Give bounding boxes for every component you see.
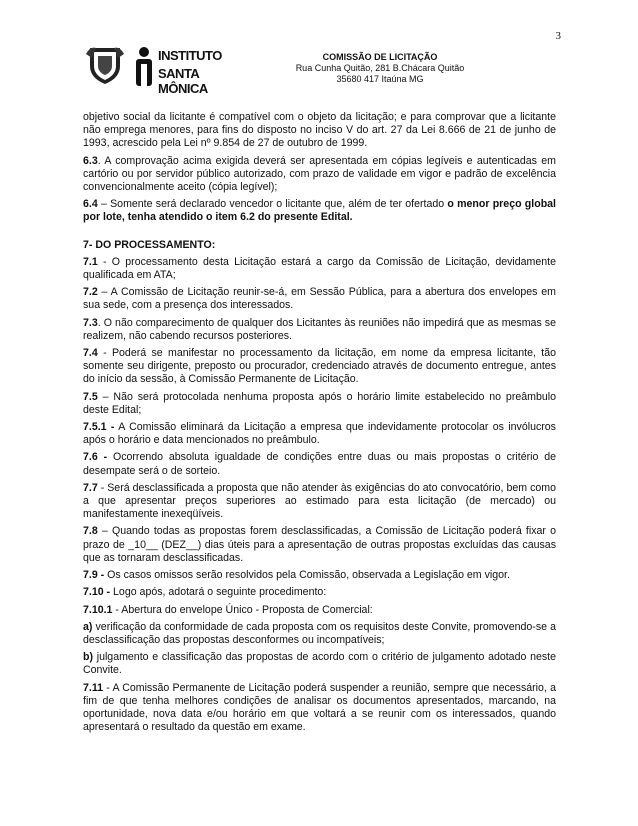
logo-text-line2: SANTA MÔNICA — [158, 66, 208, 96]
clause: 7.2 – A Comissão de Licitação reunir-se-á, em Sessão Pública, para a abertura dos envelopes em sua sede, com a presença dos interessados. — [83, 286, 556, 312]
page-number: 3 — [555, 30, 561, 42]
clause: 7.10.1 - Abertura do envelope Único - Proposta de Comercial: — [83, 603, 373, 616]
clause: 7.7 - Será desclassificada a proposta que não atender às exigências do ato convocatório, bem como a que apresentar preços superiores ao estimado para esta licitação (de mercado) ou manifestamente inexeqüíveis. — [83, 481, 556, 521]
section-title: 7- DO PROCESSAMENTO: — [83, 238, 216, 251]
clause: 7.10 - Logo após, adotará o seguinte procedimento: — [83, 586, 327, 599]
address-line-2: 35680 417 Itaúna MG — [336, 74, 424, 84]
clause: 7.5 – Não será protocolada nenhuma proposta após o horário limite estabelecido no preâmbulo deste Edital; — [83, 390, 556, 416]
clause: 7.4 - Poderá se manifestar no processamento da licitação, em nome da empresa licitante, tão somente seu dirigente, preposto ou procurador, credenciado através de documento entregue, antes do início da sessão, à Comissão Permanente de Licitação. — [83, 347, 556, 386]
clause: 7.3. O não comparecimento de qualquer dos Licitantes às reuniões não impedirá que as mesmas se realizem, não cabendo recursos posteriores. — [83, 316, 556, 342]
clause: b) julgamento e classificação das propostas de acordo com o critério de julgamento adotado neste Convite. — [83, 651, 556, 677]
paragraph: 6.3. A comprovação acima exigida deverá ser apresentada em cópias legíveis e autenticadas em cartório ou por servidor público autorizado, com prazo de validade em vigor e padrão de excelência convencionalmente aceito (cópia legível); — [83, 154, 556, 194]
logo-figure-icon — [132, 46, 156, 88]
document-body — [83, 111, 556, 738]
document-header — [84, 44, 554, 96]
clause: 7.5.1 - A Comissão eliminará da Licitação a empresa que indevidamente protocolar os invólucros após o horário e data mencionados no preâmbulo. — [83, 421, 556, 447]
commission-title: COMISSÃO DE LICITAÇÃO — [322, 52, 438, 62]
commission-block — [280, 52, 480, 85]
clause: 7.11 - A Comissão Permanente de Licitação poderá suspender a reunião, sempre que necessário, a fim de que tenha melhores condições de analisar os documentos apresentados, marcando, na oportunidade, nova data e/ou horário em que voltará a se reunir com os interessados, quando apresentará o resultado da questão em exame. — [83, 681, 556, 734]
clause: 7.1 - O processamento desta Licitação estará a cargo da Comissão de Licitação, devidamente qualificada em ATA; — [83, 255, 556, 282]
address-line-1: Rua Cunha Quitão, 281 B.Chácara Quitão — [295, 63, 465, 73]
clause: a) verificação da conformidade de cada proposta com os requisitos deste Convite, promovendo-se a desclassificação das propostas desconformes ou incompatíveis; — [83, 620, 556, 646]
instituto-santa-monica-logo — [132, 46, 242, 96]
paragraph: 6.4 – Somente será declarado vencedor o licitante que, além de ter ofertado o menor preço global por lote, tenha atendido o item 6.2 do presente Edital. — [83, 198, 557, 224]
clause: 7.8 – Quando todas as propostas forem desclassificadas, a Comissão de Licitação poderá fixar o prazo de _10__ (DEZ__) dias úteis para a apresentação de outras propostas excluídas das causas que as tornaram desclassificadas. — [83, 525, 556, 564]
municipal-coat-of-arms-icon — [84, 44, 126, 86]
clause: 7.9 - Os casos omissos serão resolvidos pela Comissão, observada a Legislação em vigor. — [83, 569, 510, 582]
logo-text-line1: INSTITUTO — [158, 48, 222, 63]
clause: 7.6 - Ocorrendo absoluta igualdade de condições entre duas ou mais propostas o critério de desempate será o de sorteio. — [83, 451, 556, 477]
paragraph: objetivo social da licitante é compatível com o objeto da licitação; e para comprovar que a licitante não emprega menores, para fins do disposto no inciso V do art. 27 da Lei 8.666 de 21 de junho de 1993, acrescido pela Lei nº 9.854 de 27 de outubro de 1999. — [83, 111, 556, 150]
